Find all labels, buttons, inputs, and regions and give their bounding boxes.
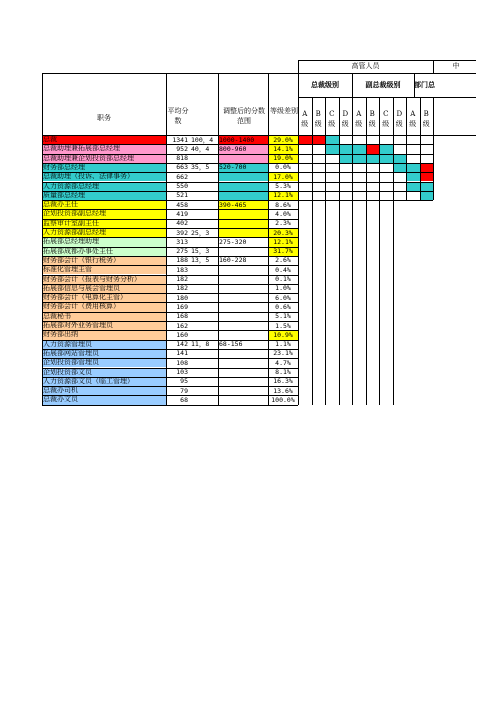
grade-diff: 2.6%: [275, 256, 291, 265]
score-range: 1000-1400: [219, 135, 255, 144]
grade-suffix: 级: [328, 120, 336, 128]
row-line: [42, 135, 476, 136]
position-title: 标准化管理主管: [43, 265, 92, 274]
score-range: 68-156: [219, 340, 243, 349]
header-subgroup-president: 总裁级别: [311, 81, 339, 89]
avg-score: 1341: [172, 135, 188, 144]
row-line: [42, 321, 298, 322]
row-line: [42, 377, 298, 378]
grade-cell-fill: [406, 163, 420, 172]
col-line: [433, 60, 434, 73]
position-title: 拓展部对外业务管理员: [43, 321, 113, 329]
position-title: 总裁助理兼拓展部总经理: [43, 144, 120, 153]
avg-score: 662: [176, 172, 188, 181]
avg-score: 68: [180, 395, 188, 404]
grade-diff: 0.6%: [275, 302, 291, 311]
row-line: [42, 191, 433, 192]
grade-cell-fill: [393, 154, 407, 163]
score-range: 800-960: [219, 144, 247, 153]
position-title: 总裁秘书: [43, 311, 71, 320]
grade-diff: 19.0%: [273, 154, 293, 163]
row-line: [42, 209, 298, 210]
col-line: [268, 73, 269, 405]
row-line: [42, 163, 433, 164]
row-line: [42, 219, 298, 220]
avg-score: 169: [176, 302, 188, 311]
row-line: [42, 395, 298, 396]
header-top-line: [298, 60, 476, 61]
grade-letter: B: [315, 110, 321, 118]
avg-score: 313: [176, 237, 188, 246]
row-line: [42, 293, 298, 294]
position-title: 财务部会计（银行税务）: [43, 255, 120, 264]
grade-suffix: 级: [301, 120, 309, 128]
grade-letter: B: [423, 110, 429, 118]
grade-diff: 5.1%: [275, 312, 291, 321]
row-line: [42, 386, 298, 387]
avg-score: 141: [176, 349, 188, 358]
avg-score: 183: [176, 265, 188, 274]
grade-cell-fill: [420, 163, 434, 172]
grade-count: 100，4: [191, 135, 214, 144]
avg-score: 108: [176, 358, 188, 367]
row-line: [42, 247, 298, 248]
grade-cell-fill: [379, 154, 393, 163]
avg-score: 180: [176, 293, 188, 302]
header-cut-title: 中: [452, 62, 460, 70]
grade-letter: B: [369, 110, 375, 118]
grade-cell-fill: [298, 135, 312, 144]
avg-score: 168: [176, 312, 188, 321]
grade-diff: 8.6%: [275, 200, 291, 209]
position-title: 企划投资部文员: [43, 367, 92, 376]
avg-score: 550: [176, 182, 188, 190]
grade-diff: 17.0%: [273, 172, 293, 181]
grade-diff: 1.5%: [275, 321, 291, 330]
grade-suffix: 级: [368, 120, 376, 128]
row-line: [42, 340, 298, 341]
position-title: 企划投资部管理员: [43, 358, 99, 367]
avg-score: 458: [176, 200, 188, 209]
grade-diff: 5.3%: [275, 182, 291, 190]
range-cell-fill: [218, 191, 268, 200]
position-title: 财务部出纳: [43, 330, 78, 339]
grade-diff: 0.1%: [275, 275, 291, 283]
row-line: [42, 330, 298, 331]
header-range: 调整后的分数范围: [223, 107, 265, 125]
avg-score: 392: [176, 228, 188, 237]
grade-diff: 4.7%: [275, 358, 291, 367]
grade-diff: 16.3%: [273, 377, 293, 386]
grade-diff: 13.6%: [273, 386, 293, 395]
grade-letter: C: [383, 110, 389, 118]
row-line: [42, 405, 298, 406]
header-diff: 等级差别: [270, 107, 298, 115]
col-line: [166, 73, 167, 405]
avg-score: 952: [176, 144, 188, 153]
position-title: 财务部总经理: [43, 162, 85, 171]
grade-suffix: 级: [422, 120, 430, 128]
grade-letter: D: [396, 110, 403, 118]
grade-cell-fill: [406, 172, 420, 181]
grade-suffix: 级: [355, 120, 363, 128]
row-line: [42, 275, 298, 276]
grade-suffix: 级: [314, 120, 322, 128]
grade-diff: 12.1%: [273, 237, 293, 246]
grade-letter: A: [302, 110, 308, 118]
row-line: [42, 200, 433, 201]
position-title: 企划投资部副总经理: [43, 209, 106, 218]
position-title: 总裁办司机: [43, 386, 78, 395]
position-title: 人力资源部总经理: [43, 181, 99, 190]
score-range: 275-320: [219, 237, 247, 246]
grade-cell-fill: [352, 144, 366, 153]
grade-col-line: [433, 97, 434, 200]
avg-score: 182: [176, 284, 188, 293]
grade-count: 13，5: [191, 256, 210, 265]
range-cell-fill: [218, 209, 268, 218]
avg-score: 160: [176, 330, 188, 339]
grade-cell-fill: [420, 182, 434, 191]
header-subgroup-vp: 副总裁级别: [365, 81, 401, 89]
row-line: [42, 358, 298, 359]
col-line: [218, 73, 219, 405]
header-position: 职务: [97, 114, 111, 122]
row-line: [42, 172, 433, 173]
grade-diff: 6.0%: [275, 293, 291, 302]
position-title: 监察审计室副主任: [43, 218, 99, 227]
grade-cell-fill: [379, 144, 393, 153]
grade-cell-fill: [406, 182, 420, 191]
grade-cell-fill: [393, 163, 407, 172]
header-subgroup-dept: 部门总: [414, 81, 435, 89]
position-title: 总裁: [43, 135, 57, 143]
score-range: 390-465: [219, 200, 247, 209]
range-cell-fill: [218, 182, 268, 191]
grade-suffix: 级: [341, 120, 349, 128]
grade-diff: 1.0%: [275, 284, 291, 293]
avg-score: 818: [176, 154, 188, 163]
row-line: [42, 228, 298, 229]
avg-score: 188: [176, 256, 188, 265]
grade-diff: 29.0%: [273, 135, 293, 144]
position-title: 人力资源部副总经理: [43, 228, 106, 236]
range-cell-fill: [218, 172, 268, 181]
avg-score: 419: [176, 209, 188, 218]
grade-suffix: 级: [382, 120, 390, 128]
avg-score: 402: [176, 219, 188, 228]
grade-diff: 100.0%: [271, 395, 295, 404]
row-line: [42, 349, 298, 350]
position-title: 拓展部成都办事处主任: [43, 246, 113, 255]
grade-cell-fill: [420, 172, 434, 181]
grade-cell-fill: [325, 144, 339, 153]
grade-col-line: [379, 97, 380, 405]
grade-letter: C: [329, 110, 335, 118]
header-avg: 平均分数: [167, 107, 189, 125]
grade-col-line: [312, 97, 313, 405]
grade-diff: 0.4%: [275, 265, 291, 274]
position-title: 总裁助理（投诉、法律事务）: [43, 172, 134, 181]
score-range: 160-228: [219, 256, 247, 265]
avg-score: 182: [176, 275, 188, 283]
row-line: [42, 237, 298, 238]
grade-diff: 23.1%: [273, 349, 293, 358]
grade-cell-fill: [366, 144, 380, 153]
grade-diff: 2.3%: [275, 219, 291, 228]
position-title: 拓展部信息与展会管理员: [43, 283, 120, 292]
avg-score: 663: [176, 163, 188, 172]
header-group-title: 高管人员: [351, 62, 380, 70]
grade-count: 40，4: [191, 144, 210, 153]
row-line: [42, 144, 433, 145]
position-title: 总裁办主任: [43, 200, 78, 209]
col-line: [298, 60, 299, 405]
grade-cell-fill: [325, 135, 339, 144]
grade-suffix: 级: [409, 120, 417, 128]
grade-count: 11，8: [191, 340, 210, 349]
avg-score: 521: [176, 191, 188, 200]
grade-cell-fill: [339, 154, 353, 163]
position-title: 人力资源部文员（临工管理）: [43, 376, 134, 385]
grade-diff: 8.1%: [275, 368, 291, 376]
position-title: 财务部会计（费用核算）: [43, 302, 120, 311]
grade-letter: D: [342, 110, 349, 118]
col-line: [42, 73, 43, 405]
row-line: [42, 154, 433, 155]
avg-score: 79: [180, 386, 188, 395]
grade-diff: 12.1%: [273, 191, 293, 200]
range-cell-fill: [218, 228, 268, 237]
grade-cell-fill: [366, 154, 380, 163]
row-line: [42, 302, 298, 303]
position-title: 总裁办文员: [43, 395, 78, 404]
range-cell-fill: [218, 154, 268, 163]
avg-score: 275: [176, 247, 188, 256]
row-line: [42, 256, 298, 257]
position-title: 拓展部网站管理员: [43, 348, 99, 357]
grade-cell-fill: [339, 144, 353, 153]
grade-letter: A: [356, 110, 362, 118]
avg-score: 103: [176, 368, 188, 376]
grade-diff: 4.0%: [275, 209, 291, 218]
grade-col-line: [420, 97, 421, 200]
grade-diff: 10.9%: [273, 330, 293, 339]
grade-cell-fill: [312, 135, 326, 144]
row-line: [42, 368, 298, 369]
grade-col-line: [406, 97, 407, 200]
grade-col-line: [366, 97, 367, 405]
range-cell-fill: [218, 219, 268, 228]
position-title: 总裁助理兼企划投资部总经理: [43, 153, 134, 162]
grade-diff: 1.1%: [275, 340, 291, 349]
avg-score: 95: [180, 377, 188, 386]
row-line: [42, 312, 298, 313]
position-title: 人力资源管理员: [43, 339, 92, 348]
position-title: 拓展部总经理助理: [43, 237, 99, 246]
grade-diff: 20.3%: [273, 228, 293, 237]
col-line: [352, 73, 353, 97]
header-line: [42, 73, 476, 74]
row-line: [42, 265, 298, 266]
avg-score: 142: [176, 340, 188, 349]
grade-count: 15，3: [191, 247, 210, 256]
grade-cell-fill: [352, 154, 366, 163]
score-range: 520-700: [219, 163, 247, 172]
grade-col-line: [339, 97, 340, 405]
row-line: [42, 284, 298, 285]
position-title: 财务部会计（报表与财务分析）: [43, 274, 141, 283]
grade-letter: A: [410, 110, 416, 118]
grade-col-line: [325, 97, 326, 405]
row-line: [42, 182, 433, 183]
position-title: 财务部会计（电算化主管）: [43, 293, 127, 302]
position-title: 质量部总经理: [43, 190, 85, 199]
grade-diff: 14.1%: [273, 144, 293, 153]
grade-diff: 0.0%: [275, 163, 291, 172]
grade-diff: 31.7%: [273, 247, 293, 256]
grade-col-line: [352, 97, 353, 405]
avg-score: 162: [176, 321, 188, 330]
grade-count: 25，3: [191, 228, 210, 237]
col-line: [414, 73, 415, 97]
grade-cell-fill: [420, 191, 434, 200]
grade-col-line: [393, 97, 394, 405]
grade-suffix: 级: [395, 120, 403, 128]
grade-count: 35，5: [191, 163, 210, 172]
